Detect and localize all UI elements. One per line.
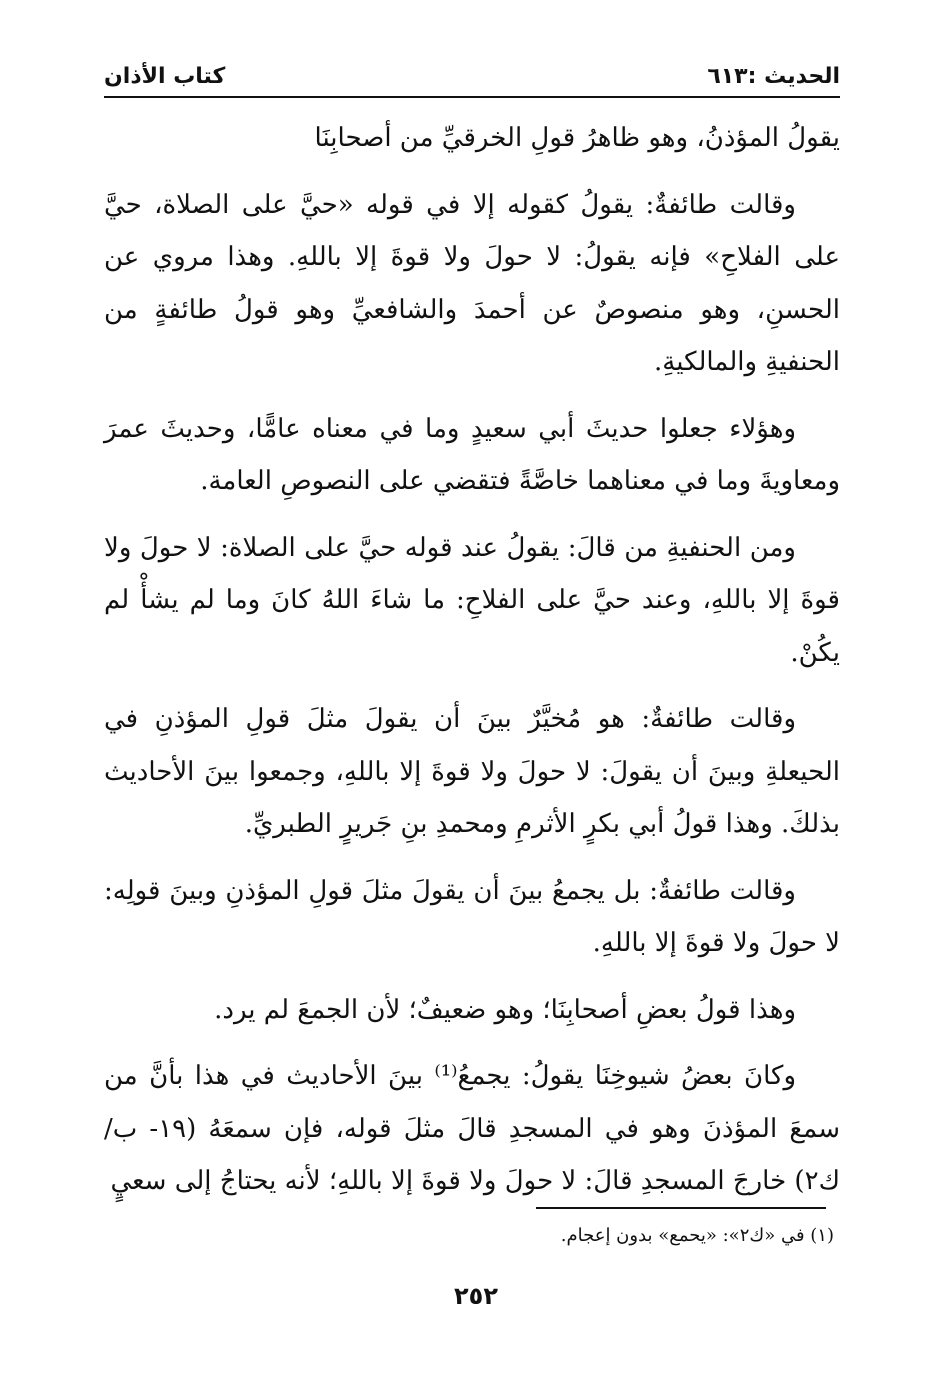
running-header <box>104 58 840 94</box>
paragraph: وقالت طائفةٌ: بل يجمعُ بينَ أن يقولَ مثلَ قولِ المؤذنِ وبينَ قولِه: لا حولَ ولا قوةَ إلا باللهِ. <box>104 875 840 958</box>
book-title: كتاب الأذان <box>104 63 226 89</box>
paragraph: ومن الحنفيةِ من قالَ: يقولُ عند قوله حيَّ على الصلاة: لا حولَ ولا قوةَ إلا باللهِ، وعند حيَّ على الفلاحِ: ما شاءَ اللهُ كانَ وما لم يشأْ لم يكُنْ. <box>104 532 840 668</box>
page-number: ٢٥٢ <box>454 1282 498 1310</box>
hadith-number: الحديث :٦١٣ <box>707 63 840 89</box>
main-text <box>104 112 840 1222</box>
paragraph: وقالت طائفةٌ: هو مُخيَّرٌ بينَ أن يقولَ مثلَ قولِ المؤذنِ في الحيعلةِ وبينَ أن يقولَ: لا حولَ ولا قوةَ إلا باللهِ، وجمعوا بينَ الأحاديث بذلكَ. وهذا قولُ أبي بكرٍ الأثرمِ ومحمدِ بنِ جَريرٍ الطبريِّ. <box>104 704 840 839</box>
footnote-divider <box>536 1207 826 1209</box>
paragraph: وهذا قولُ بعضِ أصحابِنَا؛ وهو ضعيفٌ؛ لأن الجمعَ لم يرد. <box>214 994 796 1025</box>
paragraph: يقولُ المؤذنُ، وهو ظاهرُ قولِ الخرقيِّ من أصحابِنَا <box>314 123 840 153</box>
paragraph: وقالت طائفةٌ: يقولُ كقوله إلا في قوله «حيَّ على الصلاة، حيَّ على الفلاحِ» فإنه يقولُ: لا حولَ ولا قوةَ إلا باللهِ. وهذا مروي عن الحسنِ، وهو منصوصٌ عن أحمدَ والشافعيِّ وهو قولُ طائفةٍ من الحنفيةِ والمالكيةِ. <box>104 189 840 377</box>
footnote: (١) في «ك٢»: «يحمع» بدون إعجام. <box>560 1225 834 1246</box>
paragraph: وكانَ بعضُ شيوخِنَا يقولُ: يجمعُ⁽¹⁾ بينَ الأحاديث في هذا بأنَّ من سمعَ المؤذنَ وهو في المسجدِ قالَ مثلَ قوله، فإن سمعَهُ (١٩- ب/ ك٢) خارجَ المسجدِ قالَ: لا حولَ ولا قوةَ إلا باللهِ؛ لأنه يحتاجُ إلى سعيٍ <box>104 1061 840 1196</box>
paragraph: وهؤلاء جعلوا حديثَ أبي سعيدٍ وما في معناه عامًّا، وحديثَ عمرَ ومعاويةَ وما في معناهما خاصَّةً فتقضي على النصوصِ العامة. <box>104 413 840 496</box>
header-divider <box>104 96 840 98</box>
